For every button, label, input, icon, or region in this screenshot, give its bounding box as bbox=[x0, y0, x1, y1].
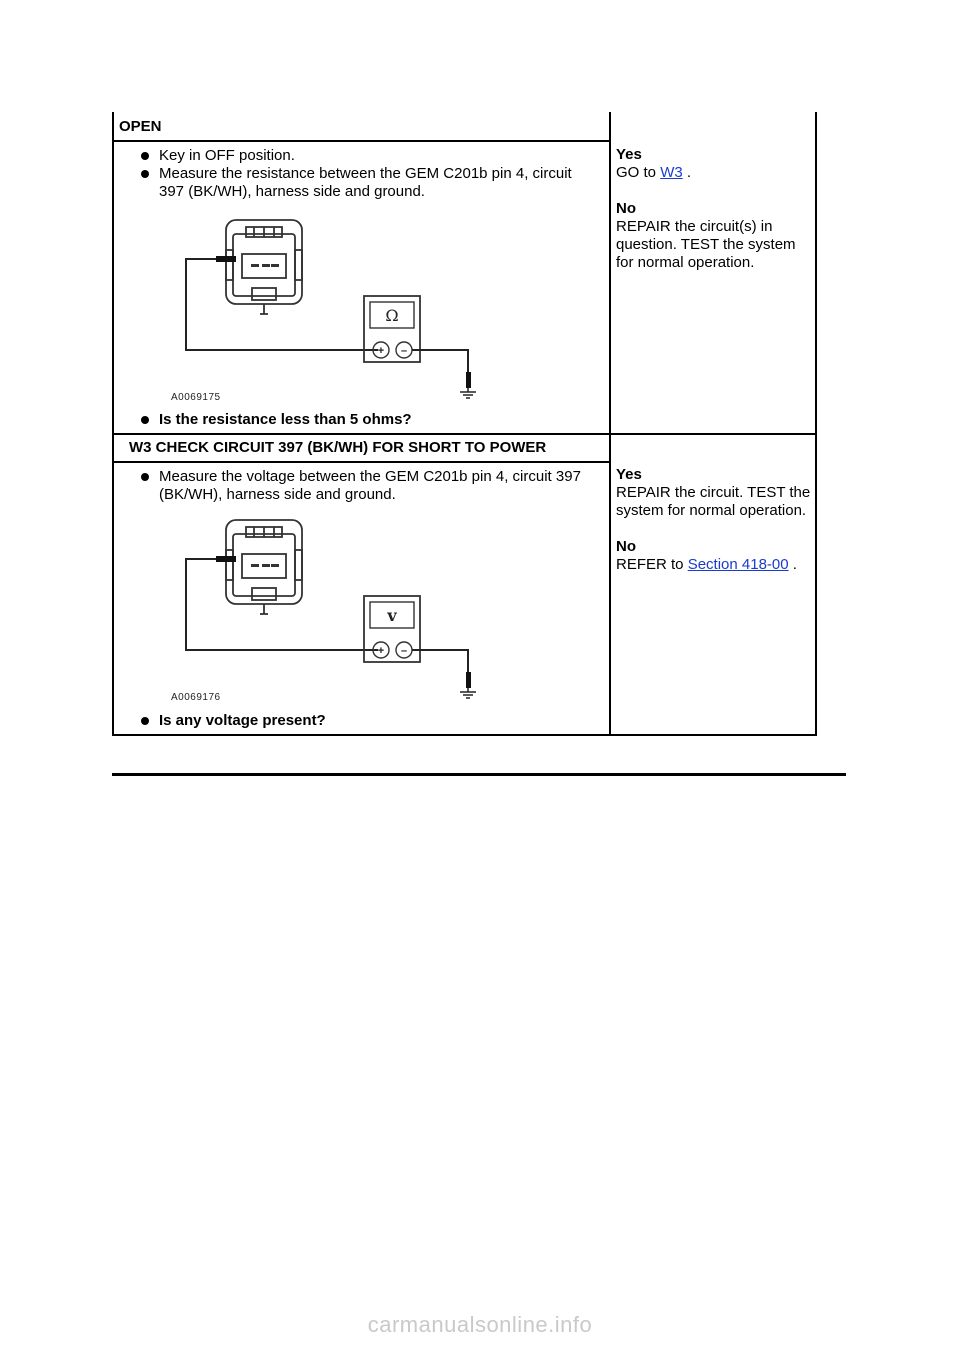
row-divider bbox=[112, 433, 817, 435]
yes-action: REPAIR the circuit. TEST the system for normal operation. bbox=[616, 484, 811, 519]
figure-id: A0069175 bbox=[171, 392, 221, 403]
ground-symbol-icon bbox=[460, 388, 476, 398]
step-open-result bbox=[616, 146, 816, 272]
table-left-border bbox=[112, 112, 114, 736]
meter-plus-label: + bbox=[377, 345, 385, 357]
no-action: REPAIR the circuit(s) in question. TEST the system for normal operation. bbox=[616, 218, 796, 271]
meter-plus-label: + bbox=[377, 645, 385, 657]
meter-minus-label: – bbox=[400, 645, 408, 657]
step-w3-question: Is any voltage present? bbox=[140, 712, 326, 729]
no-action bbox=[616, 556, 816, 574]
yes-action bbox=[616, 164, 816, 182]
yes-label: Yes bbox=[616, 146, 642, 163]
meter-symbol: v bbox=[387, 606, 397, 625]
yes-label: Yes bbox=[616, 466, 642, 483]
step-open-instructions bbox=[140, 147, 580, 201]
voltmeter-icon bbox=[364, 596, 420, 662]
ohmmeter-icon bbox=[364, 296, 420, 362]
diagnostic-table bbox=[112, 112, 817, 736]
instruction-item: Key in OFF position. bbox=[140, 147, 580, 165]
column-divider bbox=[609, 112, 611, 736]
figure-id: A0069176 bbox=[171, 692, 221, 703]
ground-symbol-icon bbox=[460, 688, 476, 698]
yes-action-text: GO to bbox=[616, 164, 657, 181]
instruction-item: Measure the resistance between the GEM C201b pin 4, circuit 397 (BK/WH), harness side and ground. bbox=[140, 165, 580, 201]
no-label: No bbox=[616, 538, 636, 555]
instruction-item: Measure the voltage between the GEM C201b pin 4, circuit 397 (BK/WH), harness side and ground. bbox=[140, 468, 600, 504]
w3-link[interactable]: W3 bbox=[660, 164, 683, 181]
step-open-question: Is the resistance less than 5 ohms? bbox=[140, 411, 412, 428]
step-w3-result bbox=[616, 466, 816, 574]
no-action-suffix: . bbox=[792, 556, 797, 573]
section-418-00-link[interactable]: Section 418-00 bbox=[687, 556, 789, 573]
page-divider bbox=[112, 773, 846, 776]
step-w3-instructions bbox=[140, 468, 600, 504]
no-label: No bbox=[616, 200, 636, 217]
yes-action-suffix: . bbox=[686, 164, 692, 181]
step-header-w3: W3 CHECK CIRCUIT 397 (BK/WH) FOR SHORT TO POWER bbox=[129, 439, 547, 456]
table-bottom-border bbox=[112, 734, 817, 736]
no-action-text: REFER to bbox=[616, 556, 684, 573]
header-divider-w3 bbox=[112, 461, 610, 463]
wiring-diagram-resistance bbox=[166, 210, 486, 410]
header-divider-open bbox=[112, 140, 610, 142]
watermark: carmanualsonline.info bbox=[367, 1312, 593, 1337]
meter-symbol: Ω bbox=[385, 306, 399, 325]
meter-minus-label: – bbox=[400, 345, 408, 357]
step-header-open: OPEN bbox=[119, 118, 162, 135]
wiring-diagram-voltage bbox=[166, 510, 486, 710]
